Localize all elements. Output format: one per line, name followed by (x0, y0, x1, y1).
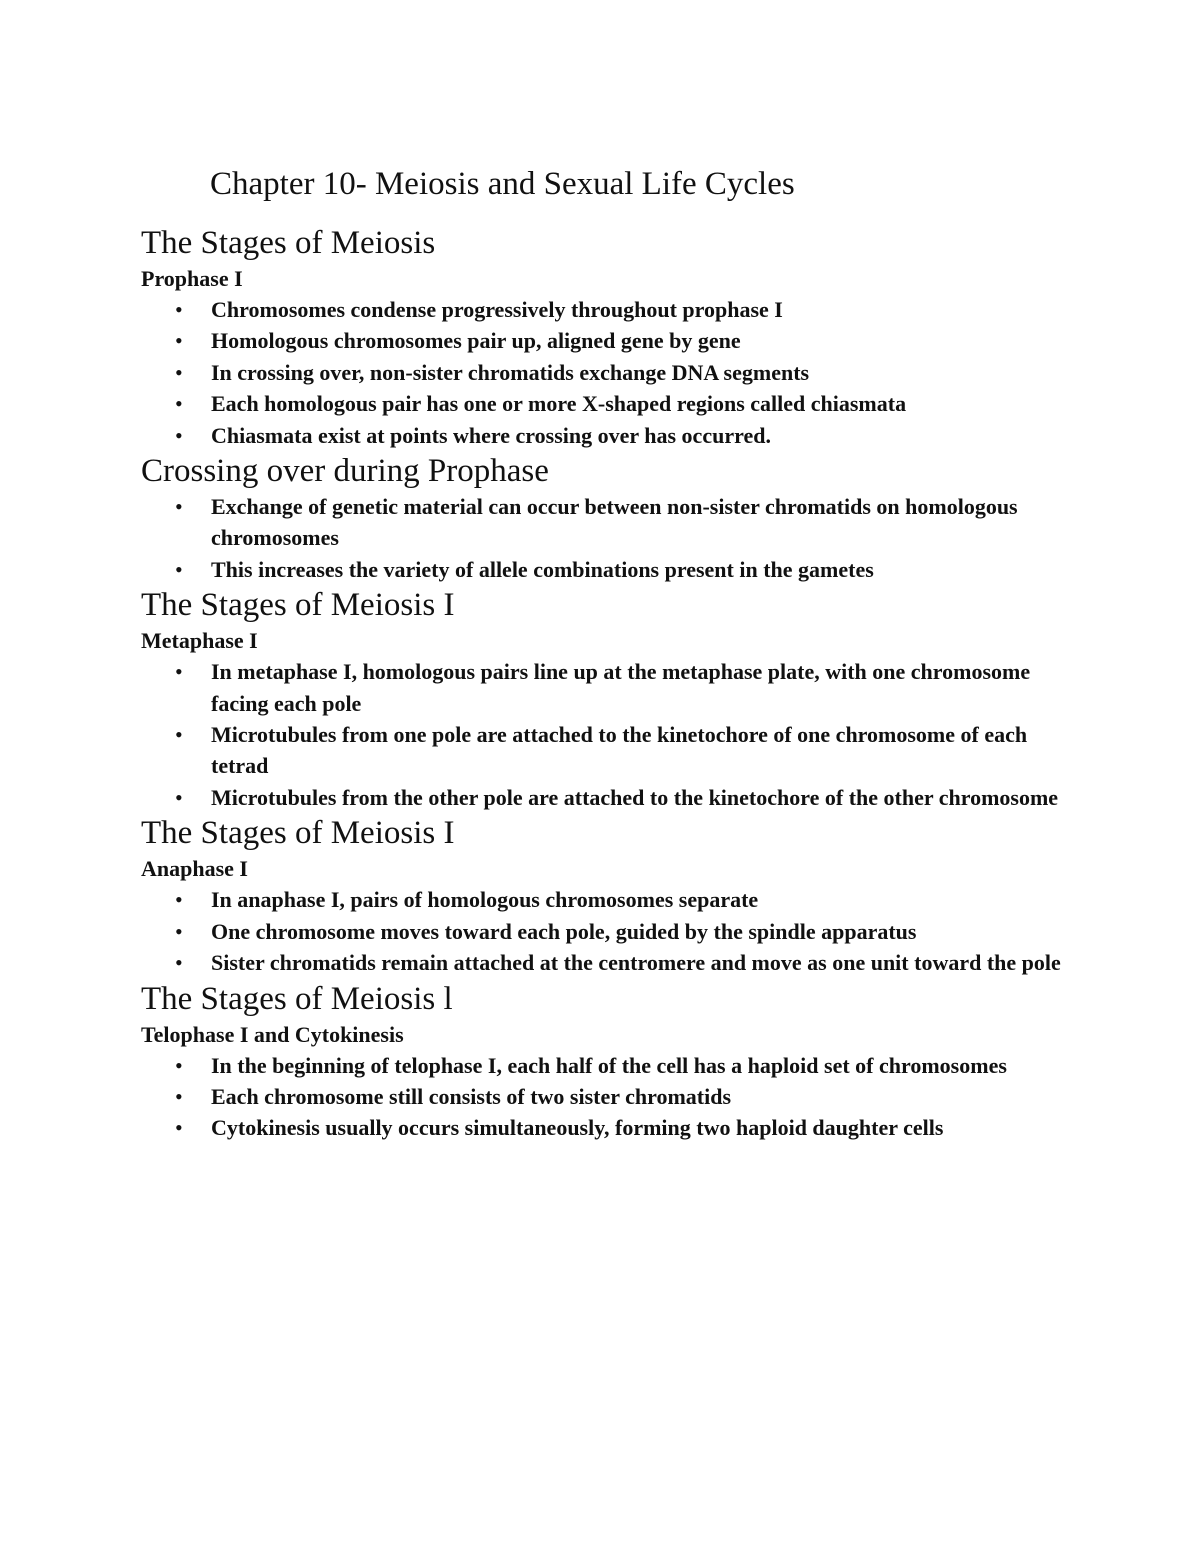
section-heading: Crossing over during Prophase (141, 453, 549, 490)
list-item-text: Cytokinesis usually occurs simultaneously, forming two haploid daughter cells (211, 1115, 944, 1141)
bullet-list (141, 491, 1081, 585)
bullet-icon: • (175, 556, 183, 582)
bullet-icon: • (175, 1083, 183, 1109)
list-item-text: Microtubules from one pole are attached to the kinetochore of one chromosome of each tetrad (211, 722, 1028, 779)
section-anaphase-i (141, 813, 1081, 978)
bullet-list (141, 1050, 1081, 1144)
section-subheading: Telophase I and Cytokinesis (141, 1021, 404, 1047)
section-metaphase-i (141, 585, 1081, 813)
list-item (141, 719, 1081, 782)
list-item-text: In metaphase I, homologous pairs line up at the metaphase plate, with one chromosome facing each pole (211, 659, 1031, 716)
list-item (141, 388, 1081, 419)
section-subheading: Prophase I (141, 266, 243, 291)
list-item-text: Microtubules from the other pole are attached to the kinetochore of the other chromosome (211, 784, 1059, 810)
list-item (141, 554, 1081, 585)
list-item-text: Chromosomes condense progressively throughout prophase I (211, 297, 783, 322)
document-body (141, 223, 1081, 1144)
bullet-list (141, 656, 1081, 813)
section-telophase-i (141, 979, 1081, 1144)
list-item (141, 884, 1081, 915)
bullet-icon: • (175, 422, 183, 448)
bullet-icon: • (175, 1115, 183, 1141)
list-item (141, 1112, 1081, 1143)
list-item (141, 782, 1081, 813)
page-title: Chapter 10- Meiosis and Sexual Life Cycles (210, 166, 795, 203)
bullet-icon: • (175, 784, 183, 810)
list-item-text: Each chromosome still consists of two sister chromatids (211, 1083, 732, 1109)
section-heading: The Stages of Meiosis I (141, 587, 455, 624)
list-item-text: Sister chromatids remain attached at the centromere and move as one unit toward the pole (211, 950, 1061, 976)
bullet-icon: • (175, 359, 183, 385)
bullet-icon: • (175, 1052, 183, 1078)
bullet-icon: • (175, 659, 183, 685)
list-item (141, 294, 1081, 325)
bullet-icon: • (175, 722, 183, 748)
section-heading: The Stages of Meiosis I (141, 815, 455, 852)
bullet-icon: • (175, 887, 183, 913)
list-item-text: Homologous chromosomes pair up, aligned gene by gene (211, 328, 741, 354)
bullet-icon: • (175, 391, 183, 417)
list-item-text: In anaphase I, pairs of homologous chromosomes separate (211, 887, 759, 913)
list-item-text: Chiasmata exist at points where crossing over has occurred. (211, 422, 771, 448)
section-heading: The Stages of Meiosis (141, 225, 436, 261)
bullet-list (141, 884, 1081, 978)
list-item (141, 491, 1081, 554)
section-prophase-i (141, 223, 1081, 451)
list-item-text: Exchange of genetic material can occur between non-sister chromatids on homologous chromosomes (211, 494, 1018, 551)
section-subheading: Metaphase I (141, 628, 258, 654)
section-heading: The Stages of Meiosis l (141, 980, 453, 1017)
list-item (141, 947, 1081, 978)
list-item-text: In crossing over, non-sister chromatids exchange DNA segments (211, 359, 810, 385)
list-item (141, 1081, 1081, 1112)
list-item (141, 656, 1081, 719)
list-item (141, 916, 1081, 947)
bullet-icon: • (175, 494, 183, 520)
bullet-icon: • (175, 918, 183, 944)
section-crossing-over (141, 451, 1081, 585)
bullet-list (141, 294, 1081, 451)
list-item (141, 1050, 1081, 1081)
list-item-text: One chromosome moves toward each pole, guided by the spindle apparatus (211, 918, 917, 944)
bullet-icon: • (175, 950, 183, 976)
list-item-text: This increases the variety of allele combinations present in the gametes (211, 556, 874, 582)
list-item (141, 357, 1081, 388)
bullet-icon: • (175, 297, 183, 322)
list-item (141, 325, 1081, 356)
list-item-text: In the beginning of telophase I, each half of the cell has a haploid set of chromosomes (211, 1052, 1007, 1078)
list-item (141, 420, 1081, 451)
section-subheading: Anaphase I (141, 856, 248, 882)
list-item-text: Each homologous pair has one or more X-shaped regions called chiasmata (211, 391, 907, 417)
bullet-icon: • (175, 328, 183, 354)
